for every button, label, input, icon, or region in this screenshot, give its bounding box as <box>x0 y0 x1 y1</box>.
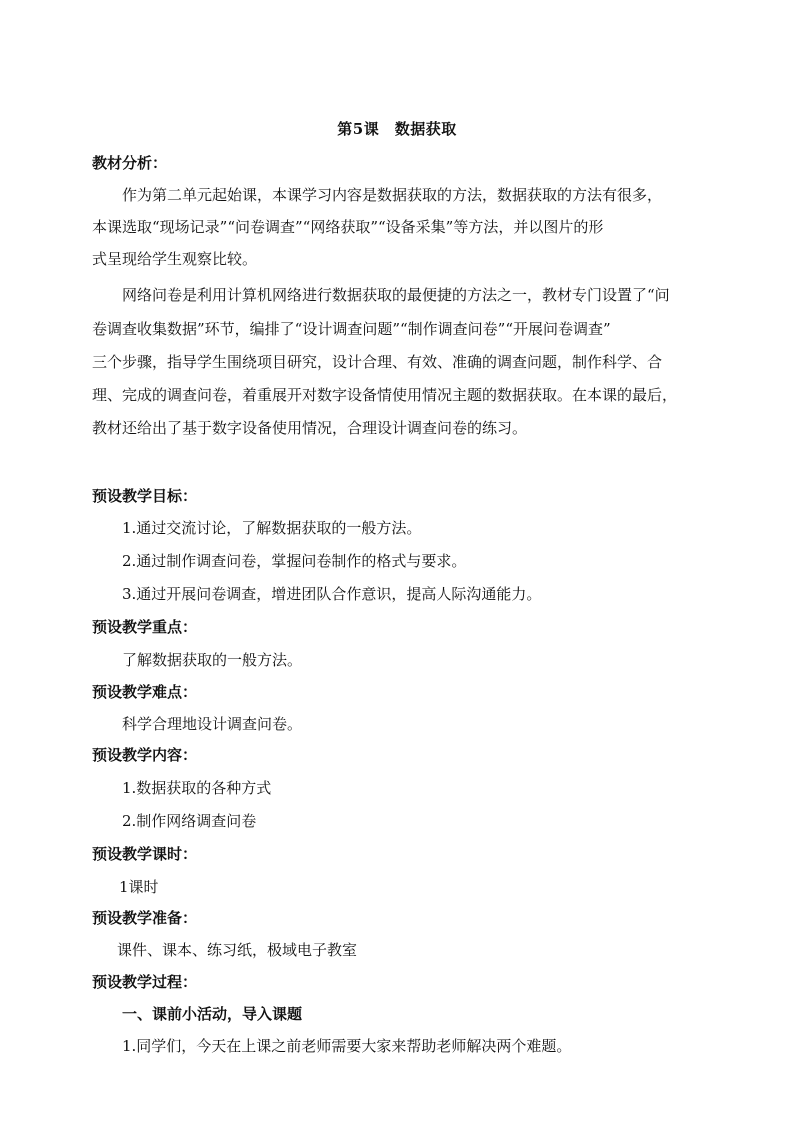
analysis-para2-line2: 卷调查收集数据”环节，编排了“设计调查问题”“制作调查问卷”“开展问卷调查” <box>92 320 611 338</box>
heading-content: 预设教学内容： <box>92 746 198 764</box>
prep-text: 课件、课本、练习纸，极域电子教室 <box>117 941 358 959</box>
keypoint-text: 了解数据获取的一般方法。 <box>122 651 303 669</box>
analysis-para1-line2: 本课选取“现场记录”“问卷调查”“网络获取”“设备采集”等方法，并以图片的形 <box>92 218 604 236</box>
heading-analysis: 教材分析： <box>92 154 168 172</box>
analysis-para2-line4: 理、完成的调查问卷，着重展开对数字设备情使用情况主题的数据获取。在本课的最后， <box>92 386 678 404</box>
content-item-1: 1.数据获取的各种方式 <box>122 779 272 797</box>
analysis-para1-line1: 作为第二单元起始课，本课学习内容是数据获取的方法，数据获取的方法有很多， <box>122 186 663 204</box>
process-subheading-1: 一、课前小活动，导入课题 <box>122 1005 303 1023</box>
goal-item-3: 3.通过开展问卷调查，增进团队合作意识，提高人际沟通能力。 <box>122 585 542 603</box>
heading-goals: 预设教学目标： <box>92 487 198 505</box>
goal-item-2: 2.通过制作调查问卷，掌握问卷制作的格式与要求。 <box>122 552 467 570</box>
difficulty-text: 科学合理地设计调查问卷。 <box>122 715 303 733</box>
analysis-para2-line1: 网络问卷是利用计算机网络进行数据获取的最便捷的方法之一，教材专门设置了“问 <box>122 286 670 304</box>
analysis-para2-line5: 教材还给出了基于数字设备使用情况，合理设计调查问卷的练习。 <box>92 419 528 437</box>
page-title: 第5课 数据获取 <box>337 120 457 138</box>
heading-hours: 预设教学课时： <box>92 845 198 863</box>
heading-keypoint: 预设教学重点： <box>92 618 198 636</box>
content-item-2: 2.制作网络调查问卷 <box>122 812 257 830</box>
heading-difficulty: 预设教学难点： <box>92 683 198 701</box>
hours-text: 1课时 <box>119 878 159 896</box>
analysis-para1-line3: 式呈现给学生观察比较。 <box>92 250 258 268</box>
heading-process: 预设教学过程： <box>92 973 198 991</box>
heading-prep: 预设教学准备： <box>92 909 198 927</box>
process-item-1: 1.同学们，今天在上课之前老师需要大家来帮助老师解决两个难题。 <box>122 1037 572 1055</box>
goal-item-1: 1.通过交流讨论，了解数据获取的一般方法。 <box>122 519 422 537</box>
analysis-para2-line3: 三个步骤，指导学生围绕项目研究，设计合理、有效、准确的调查问题，制作科学、合 <box>92 353 663 371</box>
